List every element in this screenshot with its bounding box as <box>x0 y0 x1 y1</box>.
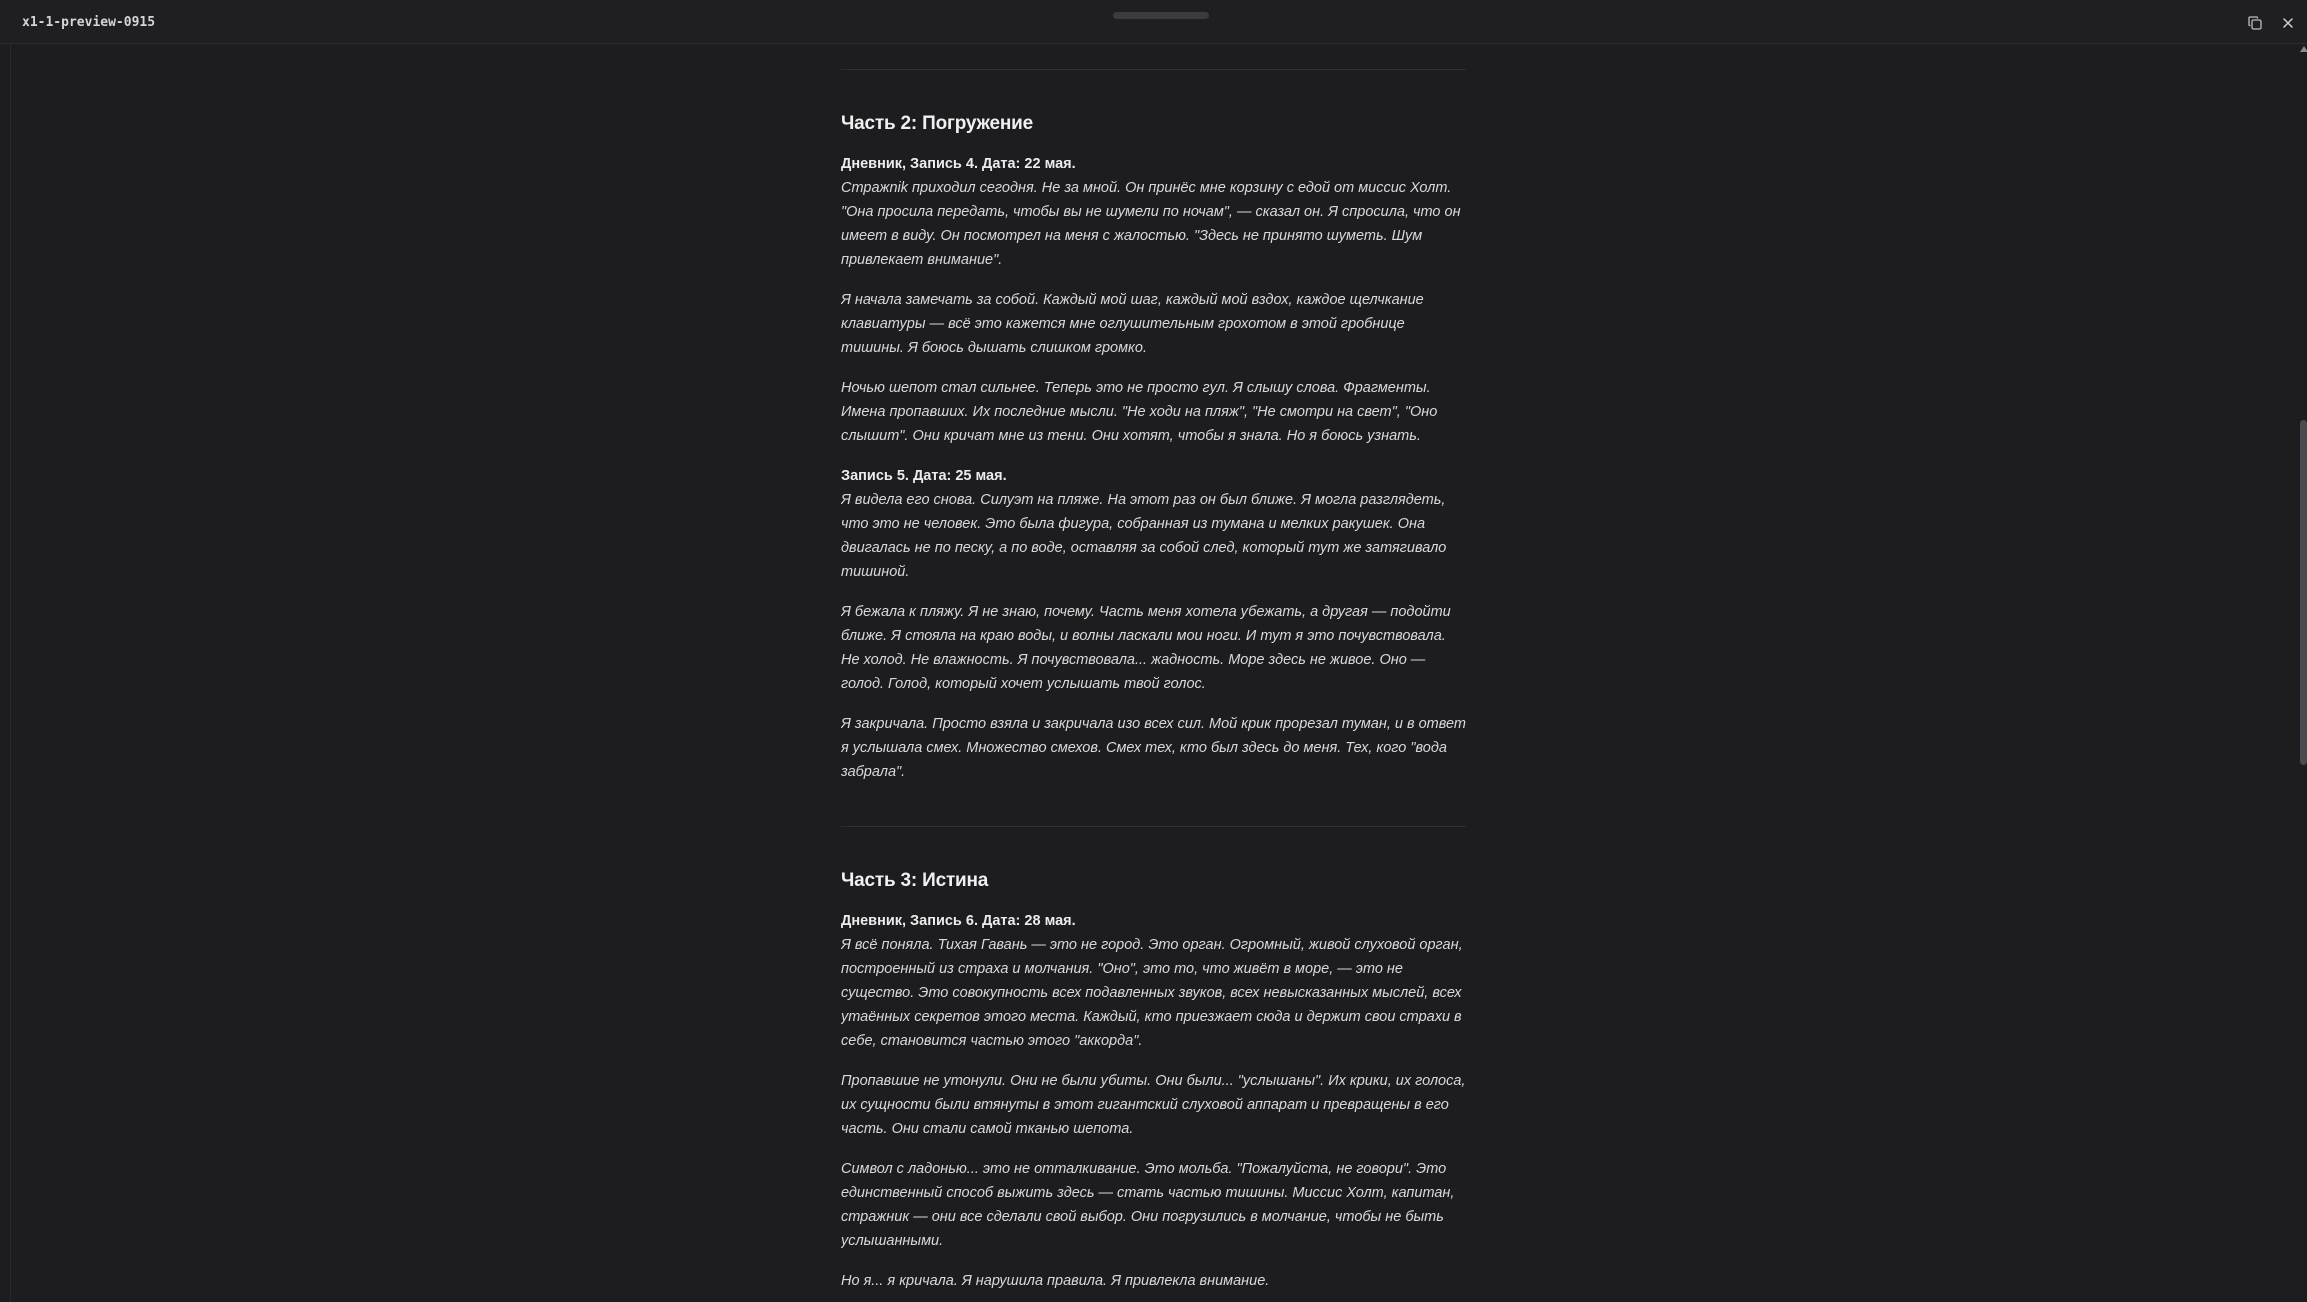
close-button[interactable] <box>2278 13 2298 33</box>
window-titlebar <box>0 0 2307 44</box>
entry-paragraph: Символ с ладонью... это не отталкивание. Это мольба. "Пожалуйста, не говори". Это единственный способ выжить здесь — стать частью тишины. Миссис Холт, капитан, стражник — они все сделали свой выбор. Они погрузились в молчание, чтобы не быть услышанными. <box>841 1161 1455 1249</box>
part-section <box>841 112 1466 784</box>
entry-paragraph: Я всё поняла. Тихая Гавань — это не город. Это орган. Огромный, живой слуховой орган, построенный из страха и молчания. "Оно", это то, что живёт в море, — это не существо. Это совокупность всех подавленных звуков, всех невысказанных мыслей, всех утаённых секретов этого места. Каждый, кто приезжает сюда и держит свои страхи в себе, становится частью этого "аккорда". <box>841 937 1463 1049</box>
section-divider <box>841 69 1466 70</box>
scrollbar-thumb[interactable] <box>2300 420 2307 765</box>
copy-icon <box>2248 16 2262 30</box>
part-title: Часть 3: Истина <box>841 870 989 891</box>
entry-paragraph: Стражnik приходил сегодня. Не за мной. Он принёс мне корзину с едой от миссис Холт. "Она просила передать, чтобы вы не шумели по ночам", — сказал он. Я спросила, что он имеет в виду. Он посмотрел на меня с жалостью. "Здесь не принято шуметь. Шум привлекает внимание". <box>841 180 1461 268</box>
entry-paragraph: Я бежала к пляжу. Я не знаю, почему. Часть меня хотела убежать, а другая — подойти ближе. Я стояла на краю воды, и волны ласкали мои ноги. И тут я это почувствовала. Не холод. Не влажность. Я почувствовала... жадность. Море здесь не живое. Оно — голод. Голод, который хочет услышать твой голос. <box>841 604 1451 692</box>
copy-button[interactable] <box>2245 13 2265 33</box>
scroll-up-arrow-icon[interactable] <box>2300 46 2307 52</box>
entry-paragraph: Я начала замечать за собой. Каждый мой шаг, каждый мой вздох, каждое щелчкание клавиатуры — всё это кажется мне оглушительным грохотом в этой гробнице тишины. Я боюсь дышать слишком громко. <box>841 292 1424 356</box>
entry-heading: Дневник, Запись 6. Дата: 28 мая. <box>841 913 1076 929</box>
drag-handle[interactable] <box>1113 12 1209 19</box>
entry-paragraph: Я видела его снова. Силуэт на пляже. На этот раз он был ближе. Я могла разглядеть, что это не человек. Это была фигура, собранная из тумана и мелких ракушек. Она двигалась не по песку, а по воде, оставляя за собой след, который тут же затягивало тишиной. <box>841 492 1447 580</box>
entry-paragraph: Пропавшие не утонули. Они не были убиты. Они были... "услышаны". Их крики, их голоса, их сущности были втянуты в этот гигантский слуховой аппарат и превращены в его часть. Они стали самой тканью шепота. <box>841 1073 1466 1137</box>
part-section <box>841 869 1466 1293</box>
close-icon <box>2282 17 2294 29</box>
document-content <box>841 44 1466 1302</box>
entry-paragraph: Но я... я кричала. Я нарушила правила. Я привлекла внимание. <box>841 1273 1270 1289</box>
part-title: Часть 2: Погружение <box>841 113 1033 134</box>
entry-heading: Дневник, Запись 4. Дата: 22 мая. <box>841 156 1076 172</box>
window-title: x1-1-preview-0915 <box>22 15 156 30</box>
entry-paragraph: Ночью шепот стал сильнее. Теперь это не просто гул. Я слышу слова. Фрагменты. Имена пропавших. Их последние мысли. "Не ходи на пляж", "Не смотри на свет", "Оно слышит". Они кричат мне из тени. Они хотят, чтобы я знала. Но я боюсь узнать. <box>841 380 1438 444</box>
entry-heading: Запись 5. Дата: 25 мая. <box>841 468 1007 484</box>
section-divider <box>841 826 1466 827</box>
entry-paragraph: Я закричала. Просто взяла и закричала изо всех сил. Мой крик прорезал туман, и в ответ я услышала смех. Множество смехов. Смех тех, кто был здесь до меня. Тех, кого "вода забрала". <box>841 716 1466 780</box>
left-rail <box>0 44 11 1302</box>
